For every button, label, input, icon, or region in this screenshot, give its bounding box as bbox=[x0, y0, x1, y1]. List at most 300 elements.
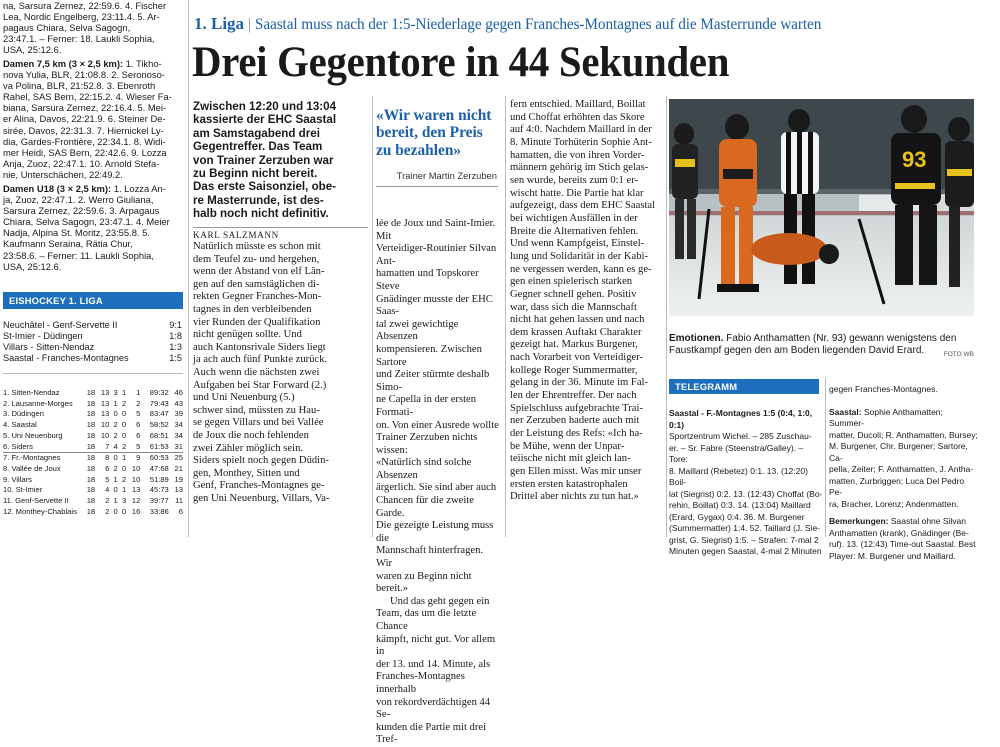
body-column-2 bbox=[376, 218, 501, 747]
standings-value: 10 bbox=[131, 463, 141, 473]
standings-value: 2 bbox=[105, 506, 110, 516]
body-line: war, dass sich die Mannschaft bbox=[510, 301, 637, 313]
standings-row bbox=[3, 388, 183, 399]
standings-value: 13 bbox=[131, 485, 141, 495]
text-line: Lea, Nordic Engelberg, 23:11.4. 5. Ar- bbox=[3, 11, 160, 23]
photo-caption bbox=[669, 333, 974, 357]
telegramm-line: matter, Ducoli; R. Anthamatten, Bursey; bbox=[829, 429, 978, 440]
standings-value: 12 bbox=[131, 496, 141, 506]
quote-line: «Wir waren nicht bbox=[376, 107, 492, 124]
text-line: Sarsura Zernez, 22:59.6. 3. Arpagaus bbox=[3, 205, 160, 217]
caption-text: Fabio Anthamatten (Nr. 93) gewann wenigstens den bbox=[726, 333, 957, 344]
standings-value: 5 bbox=[105, 474, 110, 484]
standings-team: 4. Saastal bbox=[3, 420, 37, 430]
standings-team: 5. Uni Neuenburg bbox=[3, 430, 63, 440]
standings-value: 68:51 bbox=[149, 430, 169, 440]
body-line: «Natürlich sind solche Absenzen bbox=[376, 457, 472, 481]
standings-value: 2 bbox=[113, 430, 118, 440]
standings-value: 0 bbox=[113, 506, 118, 516]
body-line: Siders spielt noch gegen Düdin- bbox=[193, 455, 329, 467]
body-line: waren zu Beginn nicht bereit.» bbox=[376, 570, 472, 595]
standings-value: 2 bbox=[113, 420, 118, 430]
intro-results bbox=[3, 0, 184, 55]
text-line: Rahel, SAS Bern, 22:15.2. 4. Wieser Fa- bbox=[3, 91, 172, 103]
standings-value: 6 bbox=[178, 506, 183, 516]
body-line: Gnädinger musste der EHC Saas- bbox=[376, 293, 493, 318]
standings-value: 18 bbox=[86, 474, 96, 484]
telegramm-right bbox=[829, 384, 979, 562]
standings-value: 6 bbox=[136, 420, 141, 430]
pull-quote bbox=[376, 107, 502, 159]
column-rule bbox=[505, 96, 506, 537]
standings-value: 18 bbox=[86, 409, 96, 419]
standings-team: 1. Sitten-Nendaz bbox=[3, 388, 60, 397]
body-line: Spielschluss aufgebrachte Trai- bbox=[510, 402, 643, 414]
quote-source: Trainer Martin Zerzuben bbox=[396, 170, 497, 181]
body-line: ne vergessen werden, kann es ge- bbox=[510, 263, 652, 275]
standings-value: 5 bbox=[136, 409, 141, 419]
body-line: ne Capella in der ersten Formati- bbox=[376, 394, 477, 418]
standings-row bbox=[3, 420, 183, 431]
standings-row bbox=[3, 399, 183, 410]
standings-value: 2 bbox=[136, 398, 141, 408]
telegramm-line: lat (Siegrist) 0:2. 13. (12:43) Choffat (Bo- bbox=[669, 488, 823, 499]
standings-value: 25 bbox=[174, 453, 183, 463]
body-line: Chancen für die zweite Garde. bbox=[376, 495, 474, 519]
telegramm-line: 8. Maillard (Rebetez) 0:1. 13. (12:20) Boil- bbox=[669, 465, 808, 487]
standings-value: 60:53 bbox=[149, 453, 169, 463]
telegramm-line: grist, G. Siegrist) 1:5. – Strafen: 7-mal 2 bbox=[669, 534, 819, 545]
body-line: de Joux die noch fehlenden bbox=[193, 429, 309, 441]
text-line: biana, Sarsura Zernez, 22:16.4. 5. Mei- bbox=[3, 102, 167, 114]
standings-team: 11. Genf-Servette II bbox=[3, 496, 69, 506]
body-line: schwer sind, müssten zu Hau- bbox=[193, 404, 320, 416]
result-row bbox=[3, 320, 182, 331]
standings-value: 4 bbox=[113, 441, 118, 451]
standings-value: 46 bbox=[174, 388, 183, 397]
text-line: nova Yulia, BLR, 21:08.8. 2. Seronoso- bbox=[3, 69, 165, 81]
standings-value: 1 bbox=[121, 453, 127, 463]
lead-paragraph bbox=[193, 100, 368, 221]
body-line: hamatten, die von ihren Vorder- bbox=[510, 149, 645, 161]
text-line: 23:58.6. – Ferner: 11. Laukli Sophia, bbox=[3, 249, 154, 261]
standings-value: 0 bbox=[121, 420, 127, 430]
svg-text:93: 93 bbox=[902, 147, 927, 172]
standings-value: 2 bbox=[113, 463, 118, 473]
standings-row bbox=[3, 409, 183, 420]
standings-value: 18 bbox=[86, 398, 96, 408]
body-line: rekten Gegner Franches-Mon- bbox=[193, 291, 322, 303]
body-line: gezeigt hat. Markus Burgener, bbox=[510, 339, 638, 351]
standings-value: 2 bbox=[121, 398, 127, 408]
telegramm-line: gegen Franches-Montagnes. bbox=[829, 384, 938, 394]
body-line: Team, das um die letzte Chance bbox=[376, 608, 477, 632]
body-line: nicht genügen sollte. Und bbox=[193, 329, 302, 341]
telegramm-left bbox=[669, 408, 823, 558]
standings-value: 10 bbox=[131, 474, 141, 484]
standings-value: 6 bbox=[105, 463, 110, 473]
telegramm-line: Saastal: Sophie Anthamatten; Summer- bbox=[829, 406, 943, 428]
quote-rule bbox=[376, 186, 498, 187]
standings-value: 21 bbox=[174, 463, 183, 473]
text-line: pagaus Chiara, Selva Sagogn, bbox=[3, 22, 131, 34]
body-line: der 13. und 14. Minute, als bbox=[376, 658, 491, 670]
body-line: der Leistung des Refs: «Ich ha- bbox=[510, 428, 643, 440]
kicker bbox=[194, 15, 1000, 34]
quote-line: bereit, den Preis bbox=[376, 124, 483, 142]
standings-value: 83:47 bbox=[149, 409, 169, 419]
label-bold: Bemerkungen: bbox=[829, 516, 889, 526]
body-line: ner Zerzuben haderte auch mit bbox=[510, 415, 640, 427]
column-rule bbox=[188, 0, 189, 537]
result-score: 1:3 bbox=[169, 342, 182, 352]
body-line: gen, Monthey, Sitten und bbox=[193, 467, 300, 479]
text-line: na, Sarsura Zernez, 22:59.6. 4. Fischer bbox=[3, 0, 167, 11]
body-line: wischt hatte. Die Partie hat klar bbox=[510, 187, 644, 199]
body-line: Mannschaft hinterfragen. Wir bbox=[376, 545, 484, 570]
telegramm-line: Sportzentrum Wichel. – 285 Zuschau- bbox=[669, 431, 812, 441]
photo-credit: FOTO WB bbox=[943, 351, 974, 358]
result-score: 1:5 bbox=[169, 353, 182, 363]
left-column bbox=[0, 0, 186, 537]
standings-team: 3. Düdingen bbox=[3, 409, 44, 419]
standings-team: 6. Siders bbox=[3, 441, 33, 451]
body-line: hamatten und Topskorer Steve bbox=[376, 268, 479, 292]
body-line: auf 4:0. Nachdem Maillard in der bbox=[510, 124, 652, 136]
standings-value: 1 bbox=[136, 388, 141, 397]
lead-line: Gegentreffer. Das Team bbox=[193, 140, 323, 154]
telegramm-line: M. Burgener, Chr. Burgener; Sartore, Ca- bbox=[829, 441, 968, 463]
body-line: Drittel aber nichts zu tun hat.» bbox=[510, 491, 639, 503]
standings-value: 89:32 bbox=[149, 388, 169, 397]
result-match: Villars - Sitten-Nendaz bbox=[3, 342, 95, 352]
standings-value: 19 bbox=[174, 474, 183, 484]
telegramm-title: TELEGRAMM bbox=[675, 381, 738, 392]
body-line: Gegner schnell gehen. Positiv bbox=[510, 288, 637, 300]
standings-value: 5 bbox=[136, 441, 141, 451]
standings-value: 51:89 bbox=[149, 474, 169, 484]
standings-value: 79:43 bbox=[149, 398, 169, 408]
body-line: len der Ehrentreffer. Der nach bbox=[510, 390, 637, 402]
body-line: kollege Roger Summermatter, bbox=[510, 364, 638, 376]
body-line: Trainer Zerzuben nichts wissen: bbox=[376, 432, 478, 456]
standings-value: 9 bbox=[136, 453, 141, 463]
standings-value: 1 bbox=[113, 474, 118, 484]
headline: Drei Gegentore in 44 Sekunden bbox=[192, 39, 730, 86]
standings-value: 16 bbox=[131, 506, 141, 516]
telegramm-line: er. – Sr. Fabre (Steenstra/Galley). – Tore: bbox=[669, 442, 804, 464]
telegramm-line: (Summermatter) 1:4. 52. Taillard (J. Sie- bbox=[669, 523, 820, 533]
standings-value: 1 bbox=[121, 388, 127, 397]
standings-value: 0 bbox=[121, 430, 127, 440]
body-column-1 bbox=[193, 241, 368, 505]
body-line: dem krassen Auftakt Charakter bbox=[510, 326, 642, 338]
telegramm-line: (Erard, Gygax) 0:4. 36. M. Burgener bbox=[669, 511, 805, 522]
body-line: vier Runden der Qualifikation bbox=[193, 316, 321, 328]
result-row bbox=[3, 353, 182, 364]
standings-value: 0 bbox=[121, 463, 127, 473]
standings-value: 0 bbox=[113, 409, 118, 419]
standings-team: 2. Lausanne-Morges bbox=[3, 398, 73, 408]
lead-line: re Masterrunde, ist des- bbox=[193, 193, 324, 207]
result-match: Neuchâtel - Genf-Servette II bbox=[3, 320, 118, 330]
caption-line bbox=[669, 333, 974, 345]
standings-value: 18 bbox=[86, 430, 96, 440]
caption-bold: Emotionen. bbox=[669, 333, 724, 344]
body-line: bei wichtigen Ausfällen in der bbox=[510, 212, 638, 224]
standings-value: 13 bbox=[100, 409, 110, 419]
text-line: USA, 25:12.6. bbox=[3, 44, 62, 56]
hockey-photo bbox=[669, 99, 974, 316]
text-line: va Polina, BLR, 21:52.8. 3. Ebenroth bbox=[3, 80, 156, 92]
column-rule bbox=[825, 378, 826, 537]
quote-line: zu bezahlen» bbox=[376, 141, 462, 159]
standings-value: 18 bbox=[86, 441, 96, 451]
body-line: nach Vorarbeit von Verteidiger- bbox=[510, 352, 644, 364]
body-line: Und wenn Kampfgeist, Einstel- bbox=[510, 238, 645, 250]
standings-value: 0 bbox=[113, 453, 118, 463]
lead-line: Das erste Saisonziel, obe- bbox=[193, 180, 337, 194]
standings-value: 7 bbox=[105, 441, 110, 451]
standings-value: 13 bbox=[100, 398, 110, 408]
text-line: USA, 25:12.6. bbox=[3, 260, 62, 272]
text-line: Nadja, Alpina St. Moritz, 23:55.8. 5. bbox=[3, 227, 150, 239]
standings-value: 0 bbox=[121, 506, 127, 516]
body-line: gen auf den samstäglichen di- bbox=[193, 278, 320, 290]
body-line: zwei Zähler möglich sein. bbox=[193, 442, 304, 454]
caption-text: Faustkampf gegen den am Boden liegenden David Erard. bbox=[669, 345, 925, 356]
eishockey-section-bar bbox=[3, 292, 183, 309]
standings-value: 31 bbox=[174, 441, 183, 451]
damen-7-5km-results bbox=[3, 58, 184, 180]
body-line: dem Teufel zu- und hergehen, bbox=[193, 253, 320, 265]
standings-row bbox=[3, 485, 183, 496]
standings-value: 34 bbox=[174, 430, 183, 440]
body-line: und Uni Neuenburg (5.) bbox=[193, 392, 295, 404]
body-line: Aufgaben bei Star Forward (2.) bbox=[193, 379, 327, 391]
damen-u18-results bbox=[3, 183, 184, 272]
body-line: Verteidiger-Routinier Silvan Ant- bbox=[376, 243, 497, 267]
standings-value: 18 bbox=[86, 420, 96, 430]
body-line: on. Von einer Ausrede wollte bbox=[376, 419, 499, 431]
standings-team: 12. Monthey-Chablais bbox=[3, 506, 77, 516]
standings-table bbox=[3, 388, 183, 517]
standings-value: 10 bbox=[100, 430, 110, 440]
standings-value: 43 bbox=[174, 398, 183, 408]
label-bold: Damen U18 (3 × 2,5 km): bbox=[3, 183, 112, 194]
text-line: dia, Gardes-Frontière, 22:34.1. 8. Widi- bbox=[3, 135, 166, 147]
standings-row bbox=[3, 453, 183, 464]
body-line: männern gehörig im Stich gelas- bbox=[510, 162, 649, 174]
standings-row bbox=[3, 507, 183, 518]
telegramm-line: rehin, Boillat) 0:3. 14. (13:04) Maillard bbox=[669, 500, 811, 510]
standings-value: 3 bbox=[121, 496, 127, 506]
body-line: Franches-Montagnes innerhalb bbox=[376, 671, 465, 695]
telegramm-line: matten, Zurbriggen; Luca Del Pedro Pe- bbox=[829, 475, 965, 497]
text-line: Chiara, Selva Sagogn, 23:47.1. 4. Meier bbox=[3, 216, 170, 228]
standings-value: 11 bbox=[175, 496, 183, 506]
section-title: EISHOCKEY 1. LIGA bbox=[9, 295, 103, 306]
body-line: tagnes in den verbleibenden bbox=[193, 303, 312, 315]
body-line: Die gezeigte Leistung muss die bbox=[376, 520, 494, 544]
body-line: ersten ersten katastrophalen bbox=[510, 478, 628, 490]
standings-row bbox=[3, 496, 183, 507]
standings-value: 13 bbox=[100, 388, 110, 397]
kicker-text: Saastal muss nach der 1:5-Niederlage gegen Franches-Montagnes auf die Masterrunde warten bbox=[254, 16, 822, 33]
lead-line: zu Beginn nicht bereit. bbox=[193, 167, 318, 181]
body-line: gen Uni Neuenburg, Villars, Va- bbox=[193, 492, 330, 504]
body-line: Breite die Alternativen fehlen. bbox=[510, 225, 639, 237]
standings-value: 18 bbox=[86, 485, 96, 495]
standings-value: 33:86 bbox=[149, 506, 169, 516]
author-name: KARL SALZMANN bbox=[193, 230, 279, 240]
body-line: fern entschied. Maillard, Boillat bbox=[510, 99, 646, 110]
body-line: ja ach auch fünf Punkte zurück. bbox=[193, 354, 328, 366]
column-rule bbox=[372, 96, 373, 537]
telegramm-line: ra, Bracher, Lorenz; Andenmatten. bbox=[829, 498, 959, 509]
standings-value: 47:68 bbox=[149, 463, 169, 473]
standings-value: 0 bbox=[113, 485, 118, 495]
standings-team: 9. Villars bbox=[3, 474, 32, 484]
body-line: se gegen Villars und bei Vallée bbox=[193, 417, 324, 429]
text-line: nie, Unterschächen, 22:49.2. bbox=[3, 168, 123, 180]
body-line: und Choffat erhöhten das Skore bbox=[510, 111, 645, 123]
results-table bbox=[3, 320, 182, 364]
standings-row bbox=[3, 475, 183, 486]
text-line: 23:47.1. – Ferner: 18. Laukli Sophia, bbox=[3, 33, 155, 45]
body-line: kämpft, nicht gut. Vor allem in bbox=[376, 633, 496, 658]
result-row bbox=[3, 342, 182, 353]
telegramm-line: Minuten gegen Saastal, 4-mal 2 Minuten bbox=[669, 546, 822, 556]
standings-value: 2 bbox=[105, 496, 110, 506]
standings-row bbox=[3, 442, 183, 453]
standings-value: 2 bbox=[121, 441, 127, 451]
standings-value: 8 bbox=[105, 453, 110, 463]
telegramm-match: Saastal - F.-Montagnes 1:5 (0:4, 1:0, 0:1) bbox=[669, 408, 813, 430]
body-line: nicht hat gehen lassen und nach bbox=[510, 314, 645, 326]
body-line: 8. Minute Torhüterin Sophie Ant- bbox=[510, 136, 652, 148]
telegramm-line: ruf). 13. (12:43) Time-out Saastal. Best bbox=[829, 539, 976, 549]
text-line: er Alina, Davos, 22:21.9. 6. Steiner De- bbox=[3, 113, 166, 125]
body-line: tal zwei gewichtige Absenzen bbox=[376, 318, 459, 343]
lead-line: halb noch nicht definitiv. bbox=[193, 207, 329, 221]
text-line: Damen 7,5 km (3 × 2,5 km): 1. Tikho- bbox=[3, 58, 162, 69]
divider bbox=[3, 373, 183, 374]
body-line: kunden die Partie mit drei Tref- bbox=[376, 721, 487, 746]
kicker-separator: | bbox=[247, 16, 252, 33]
lead-line: Zwischen 12:20 und 13:04 bbox=[193, 100, 337, 113]
standings-value: 10 bbox=[100, 420, 110, 430]
standings-value: 2 bbox=[121, 474, 127, 484]
body-line: von rekordverdächtigen 44 Se- bbox=[376, 696, 491, 721]
telegramm-line: Anthamatten (krank), Gnädinger (Be- bbox=[829, 527, 969, 538]
standings-value: 1 bbox=[113, 496, 118, 506]
text-line: Damen U18 (3 × 2,5 km): 1. Lozza An- bbox=[3, 183, 166, 194]
body-line: gelang in der 36. Minute im Fal- bbox=[510, 377, 648, 389]
result-row bbox=[3, 331, 182, 342]
body-line: gen Ellen misst. Was mir unser bbox=[510, 466, 642, 478]
standings-value: 0 bbox=[121, 409, 127, 419]
label-bold: Saastal: bbox=[829, 406, 862, 417]
result-match: St-Imier - Düdingen bbox=[3, 331, 83, 341]
body-line: lung und Solidarität in der Kabi- bbox=[510, 250, 648, 262]
body-line: be Mühe, wenn der Unpar- bbox=[510, 440, 625, 452]
standings-value: 4 bbox=[105, 485, 110, 495]
lead-line: kassierte der EHC Saastal bbox=[193, 113, 337, 127]
standings-value: 18 bbox=[86, 463, 96, 473]
standings-value: 61:53 bbox=[149, 441, 169, 451]
body-line: Natürlich müsste es schon mit bbox=[193, 241, 321, 252]
lead-line: am Samstagabend drei bbox=[193, 126, 320, 140]
standings-row bbox=[3, 464, 183, 475]
telegramm-line: Player: M. Burgener und Maillard. bbox=[829, 550, 956, 561]
standings-value: 39 bbox=[174, 409, 183, 419]
text-line: Kaufmann Seraina, Rätia Chur, bbox=[3, 238, 133, 250]
author-byline bbox=[193, 227, 368, 241]
telegramm-line: pella, Zeiter; F. Anthamatten, J. Antha- bbox=[829, 464, 974, 474]
caption-line bbox=[669, 345, 974, 357]
result-score: 9:1 bbox=[169, 320, 182, 330]
body-line: gen einen spielerisch starken bbox=[510, 276, 633, 288]
standings-value: 18 bbox=[86, 506, 96, 516]
standings-value: 39:77 bbox=[149, 496, 169, 506]
body-line: Genf, Franches-Montagnes ge- bbox=[193, 480, 325, 492]
body-line: aufgezeigt, dass dem EHC Saastal bbox=[510, 200, 656, 212]
standings-team: 10. St-Imier bbox=[3, 485, 43, 495]
standings-value: 45:73 bbox=[149, 485, 169, 495]
column-rule bbox=[666, 96, 667, 537]
telegramm-line: Bemerkungen: Saastal ohne Silvan bbox=[829, 516, 967, 526]
body-column-3 bbox=[510, 99, 662, 504]
body-line: Auch wenn die nächsten zwei bbox=[193, 366, 320, 378]
standings-row bbox=[3, 431, 183, 442]
standings-team: 7. Fr.-Montagnes bbox=[3, 453, 61, 463]
body-line: teiische nicht mit gleich lan- bbox=[510, 453, 631, 465]
telegramm-bar bbox=[669, 379, 819, 394]
standings-value: 6 bbox=[136, 430, 141, 440]
standings-value: 3 bbox=[113, 388, 118, 397]
standings-value: 18 bbox=[86, 496, 96, 506]
standings-value: 1 bbox=[113, 398, 118, 408]
standings-value: 18 bbox=[86, 388, 96, 397]
body-line: wenn der Abstand von elf Län- bbox=[193, 266, 325, 278]
kicker-label: 1. Liga bbox=[194, 14, 245, 33]
standings-value: 1 bbox=[121, 485, 127, 495]
spacer bbox=[829, 396, 979, 407]
body-line: ärgerlich. Sie sind aber auch bbox=[376, 482, 497, 494]
standings-value: 58:52 bbox=[149, 420, 169, 430]
result-score: 1:8 bbox=[169, 331, 182, 341]
standings-value: 18 bbox=[86, 453, 96, 463]
result-match: Saastal - Franches-Montagnes bbox=[3, 353, 129, 363]
hockey-players-illustration bbox=[669, 99, 974, 316]
label-bold: Damen 7,5 km (3 × 2,5 km): bbox=[3, 58, 124, 69]
text-line: mer Heidi, SAS Bern, 22:42.6. 9. Lozza bbox=[3, 146, 167, 158]
body-line: lée de Joux und Saint-Imier. Mit bbox=[376, 218, 496, 242]
body-line: und Zeiter stürmte deshalb Simo- bbox=[376, 369, 490, 393]
standings-value: 13 bbox=[174, 485, 183, 495]
standings-team: 8. Vallée de Joux bbox=[3, 463, 61, 473]
text-line: sirée, Davos, 22:31.3. 7. Hiernickel Ly- bbox=[3, 124, 164, 136]
lead-line: von Trainer Zerzuben war bbox=[193, 153, 334, 167]
text-line: Anja, Zuoz, 22:47.1. 10. Arnold Stefa- bbox=[3, 157, 160, 169]
body-line: Und das geht gegen ein bbox=[390, 595, 490, 607]
text-line: ja, Zuoz, 22:47.1. 2. Werro Giuliana, bbox=[3, 194, 154, 206]
body-line: auch Kantonsrivale Siders liegt bbox=[193, 341, 326, 353]
body-line: kompensieren. Zwischen Sartore bbox=[376, 343, 482, 368]
body-line: sen wurde, bereits zum 0:1 er- bbox=[510, 174, 639, 186]
standings-value: 34 bbox=[174, 420, 183, 430]
